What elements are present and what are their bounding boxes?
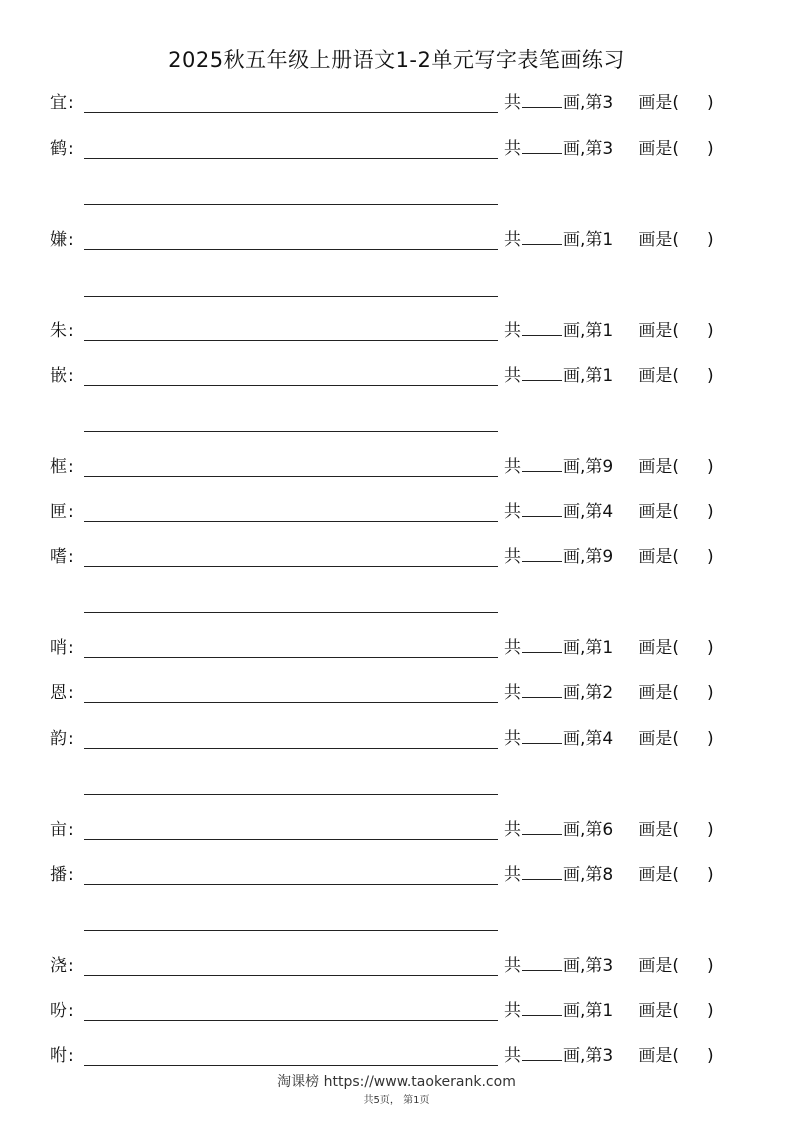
stroke-number: 8	[602, 865, 614, 885]
writing-line[interactable]	[84, 340, 498, 341]
stroke-count-blank[interactable]	[522, 457, 562, 472]
exercise-row	[50, 682, 750, 710]
stroke-count-blank[interactable]	[522, 93, 562, 108]
stroke-question	[504, 501, 714, 523]
exercise-row	[50, 546, 750, 574]
colon: :	[68, 366, 74, 386]
total-prefix: 共	[504, 502, 521, 522]
close-paren: )	[707, 547, 714, 567]
total-prefix: 共	[504, 820, 521, 840]
comma: ,	[580, 865, 586, 885]
extra-writing-line[interactable]	[84, 204, 498, 205]
nth-prefix: 第	[585, 1046, 603, 1066]
stroke-count-blank[interactable]	[522, 502, 562, 517]
close-paren: )	[707, 366, 714, 386]
writing-line[interactable]	[84, 566, 498, 567]
target-character: 亩	[50, 820, 67, 840]
stroke-count-blank[interactable]	[522, 820, 562, 835]
writing-line[interactable]	[84, 249, 498, 250]
total-prefix: 共	[504, 230, 521, 250]
target-character: 嗜	[50, 547, 67, 567]
extra-writing-line[interactable]	[84, 930, 498, 931]
stroke-count-blank[interactable]	[522, 1001, 562, 1016]
colon: :	[68, 820, 74, 840]
close-paren: )	[707, 93, 714, 113]
stroke-question	[504, 546, 714, 568]
extra-writing-line[interactable]	[84, 296, 498, 297]
stroke-count-blank[interactable]	[522, 956, 562, 971]
exercise-row	[50, 1045, 750, 1073]
stroke-question	[504, 1045, 714, 1067]
nth-prefix: 第	[585, 230, 603, 250]
target-character: 框	[50, 457, 67, 477]
colon: :	[68, 683, 74, 703]
stroke-count-blank[interactable]	[522, 547, 562, 562]
stroke-count-blank[interactable]	[522, 729, 562, 744]
nth-prefix: 第	[585, 956, 603, 976]
target-character: 播	[50, 865, 67, 885]
stroke-number: 1	[602, 1001, 614, 1021]
strokes-word: 画	[563, 366, 580, 386]
target-character: 哨	[50, 638, 67, 658]
stroke-number: 4	[602, 502, 614, 522]
stroke-question	[504, 229, 714, 251]
nth-prefix: 第	[585, 1001, 603, 1021]
strokes-word: 画	[563, 638, 580, 658]
exercise-row	[50, 955, 750, 983]
stroke-count-blank[interactable]	[522, 230, 562, 245]
total-prefix: 共	[504, 321, 521, 341]
colon: :	[68, 457, 74, 477]
strokes-word: 画	[563, 230, 580, 250]
stroke-count-blank[interactable]	[522, 321, 562, 336]
stroke-number: 6	[602, 820, 614, 840]
comma: ,	[580, 638, 586, 658]
colon: :	[68, 638, 74, 658]
nth-prefix: 第	[585, 366, 603, 386]
nth-prefix: 第	[585, 139, 603, 159]
stroke-number: 1	[602, 321, 614, 341]
nth-prefix: 第	[585, 321, 603, 341]
stroke-question	[504, 320, 714, 342]
total-prefix: 共	[504, 1046, 521, 1066]
strokes-word: 画	[563, 502, 580, 522]
stroke-is-label: 画是(	[638, 230, 680, 250]
target-character: 嵌	[50, 366, 67, 386]
stroke-number: 9	[602, 547, 614, 567]
stroke-count-blank[interactable]	[522, 638, 562, 653]
comma: ,	[580, 956, 586, 976]
target-character: 鹤	[50, 139, 67, 159]
total-prefix: 共	[504, 956, 521, 976]
page-title: 2025秋五年级上册语文1-2单元写字表笔画练习	[168, 48, 625, 72]
exercise-row	[50, 229, 750, 257]
stroke-is-label: 画是(	[638, 956, 680, 976]
stroke-is-label: 画是(	[638, 502, 680, 522]
stroke-is-label: 画是(	[638, 366, 680, 386]
stroke-number: 9	[602, 457, 614, 477]
footer-watermark: 淘课榜 https://www.taokerank.com	[277, 1074, 516, 1090]
exercise-row	[50, 864, 750, 892]
extra-writing-line[interactable]	[84, 794, 498, 795]
stroke-count-blank[interactable]	[522, 865, 562, 880]
close-paren: )	[707, 956, 714, 976]
writing-line[interactable]	[84, 1065, 498, 1066]
writing-line[interactable]	[84, 476, 498, 477]
writing-line[interactable]	[84, 158, 498, 159]
writing-line[interactable]	[84, 884, 498, 885]
strokes-word: 画	[563, 956, 580, 976]
target-character: 浇	[50, 956, 67, 976]
target-character: 咐	[50, 1046, 67, 1066]
stroke-is-label: 画是(	[638, 321, 680, 341]
colon: :	[68, 1046, 74, 1066]
comma: ,	[580, 729, 586, 749]
stroke-question	[504, 637, 714, 659]
writing-line[interactable]	[84, 1020, 498, 1021]
strokes-word: 画	[563, 457, 580, 477]
total-prefix: 共	[504, 729, 521, 749]
stroke-question	[504, 819, 714, 841]
writing-line[interactable]	[84, 657, 498, 658]
total-prefix: 共	[504, 366, 521, 386]
close-paren: )	[707, 683, 714, 703]
exercise-row	[50, 728, 750, 756]
stroke-question	[504, 955, 714, 977]
total-prefix: 共	[504, 638, 521, 658]
comma: ,	[580, 1001, 586, 1021]
writing-line[interactable]	[84, 521, 498, 522]
stroke-is-label: 画是(	[638, 820, 680, 840]
comma: ,	[580, 366, 586, 386]
stroke-count-blank[interactable]	[522, 139, 562, 154]
total-prefix: 共	[504, 683, 521, 703]
colon: :	[68, 230, 74, 250]
comma: ,	[580, 457, 586, 477]
exercise-row	[50, 1000, 750, 1028]
writing-line[interactable]	[84, 839, 498, 840]
total-prefix: 共	[504, 547, 521, 567]
target-character: 吩	[50, 1001, 67, 1021]
comma: ,	[580, 820, 586, 840]
writing-line[interactable]	[84, 385, 498, 386]
colon: :	[68, 139, 74, 159]
stroke-is-label: 画是(	[638, 93, 680, 113]
nth-prefix: 第	[585, 820, 603, 840]
writing-line[interactable]	[84, 975, 498, 976]
total-prefix: 共	[504, 457, 521, 477]
stroke-number: 4	[602, 729, 614, 749]
strokes-word: 画	[563, 729, 580, 749]
strokes-word: 画	[563, 820, 580, 840]
target-character: 宜	[50, 93, 67, 113]
stroke-question	[504, 138, 714, 160]
nth-prefix: 第	[585, 683, 603, 703]
extra-writing-line[interactable]	[84, 612, 498, 613]
comma: ,	[580, 93, 586, 113]
strokes-word: 画	[563, 139, 580, 159]
total-prefix: 共	[504, 1001, 521, 1021]
comma: ,	[580, 139, 586, 159]
colon: :	[68, 865, 74, 885]
stroke-count-blank[interactable]	[522, 683, 562, 698]
stroke-question	[504, 92, 714, 114]
close-paren: )	[707, 638, 714, 658]
close-paren: )	[707, 729, 714, 749]
close-paren: )	[707, 865, 714, 885]
close-paren: )	[707, 502, 714, 522]
close-paren: )	[707, 321, 714, 341]
stroke-is-label: 画是(	[638, 865, 680, 885]
strokes-word: 画	[563, 93, 580, 113]
comma: ,	[580, 683, 586, 703]
exercise-row	[50, 456, 750, 484]
close-paren: )	[707, 139, 714, 159]
nth-prefix: 第	[585, 93, 603, 113]
page-info: 共5页， 第1页	[363, 1095, 430, 1106]
stroke-is-label: 画是(	[638, 547, 680, 567]
target-character: 嫌	[50, 230, 67, 250]
stroke-number: 3	[602, 139, 614, 159]
total-prefix: 共	[504, 139, 521, 159]
nth-prefix: 第	[585, 547, 603, 567]
exercise-row	[50, 320, 750, 348]
close-paren: )	[707, 1046, 714, 1066]
stroke-is-label: 画是(	[638, 638, 680, 658]
writing-line[interactable]	[84, 702, 498, 703]
stroke-question	[504, 1000, 714, 1022]
stroke-question	[504, 864, 714, 886]
stroke-count-blank[interactable]	[522, 1046, 562, 1061]
exercise-row	[50, 365, 750, 393]
target-character: 恩	[50, 683, 67, 703]
colon: :	[68, 321, 74, 341]
nth-prefix: 第	[585, 502, 603, 522]
total-prefix: 共	[504, 865, 521, 885]
nth-prefix: 第	[585, 638, 603, 658]
exercise-row	[50, 637, 750, 665]
target-character: 匣	[50, 502, 67, 522]
writing-line[interactable]	[84, 112, 498, 113]
comma: ,	[580, 321, 586, 341]
strokes-word: 画	[563, 1001, 580, 1021]
strokes-word: 画	[563, 547, 580, 567]
colon: :	[68, 1001, 74, 1021]
exercise-row	[50, 501, 750, 529]
strokes-word: 画	[563, 865, 580, 885]
target-character: 韵	[50, 729, 67, 749]
stroke-number: 3	[602, 956, 614, 976]
close-paren: )	[707, 1001, 714, 1021]
colon: :	[68, 547, 74, 567]
stroke-number: 3	[602, 1046, 614, 1066]
colon: :	[68, 956, 74, 976]
stroke-is-label: 画是(	[638, 457, 680, 477]
target-character: 朱	[50, 321, 67, 341]
stroke-is-label: 画是(	[638, 683, 680, 703]
extra-writing-line[interactable]	[84, 431, 498, 432]
stroke-number: 1	[602, 638, 614, 658]
stroke-question	[504, 682, 714, 704]
stroke-question	[504, 728, 714, 750]
stroke-is-label: 画是(	[638, 1001, 680, 1021]
nth-prefix: 第	[585, 457, 603, 477]
colon: :	[68, 729, 74, 749]
stroke-is-label: 画是(	[638, 729, 680, 749]
close-paren: )	[707, 457, 714, 477]
comma: ,	[580, 502, 586, 522]
colon: :	[68, 93, 74, 113]
nth-prefix: 第	[585, 865, 603, 885]
strokes-word: 画	[563, 683, 580, 703]
stroke-count-blank[interactable]	[522, 366, 562, 381]
writing-line[interactable]	[84, 748, 498, 749]
stroke-number: 1	[602, 366, 614, 386]
nth-prefix: 第	[585, 729, 603, 749]
stroke-is-label: 画是(	[638, 1046, 680, 1066]
exercise-row	[50, 92, 750, 120]
total-prefix: 共	[504, 93, 521, 113]
stroke-number: 1	[602, 230, 614, 250]
comma: ,	[580, 230, 586, 250]
stroke-question	[504, 365, 714, 387]
stroke-number: 2	[602, 683, 614, 703]
stroke-is-label: 画是(	[638, 139, 680, 159]
strokes-word: 画	[563, 321, 580, 341]
stroke-question	[504, 456, 714, 478]
exercise-row	[50, 138, 750, 166]
strokes-word: 画	[563, 1046, 580, 1066]
exercise-row	[50, 819, 750, 847]
close-paren: )	[707, 820, 714, 840]
comma: ,	[580, 547, 586, 567]
comma: ,	[580, 1046, 586, 1066]
colon: :	[68, 502, 74, 522]
close-paren: )	[707, 230, 714, 250]
stroke-number: 3	[602, 93, 614, 113]
